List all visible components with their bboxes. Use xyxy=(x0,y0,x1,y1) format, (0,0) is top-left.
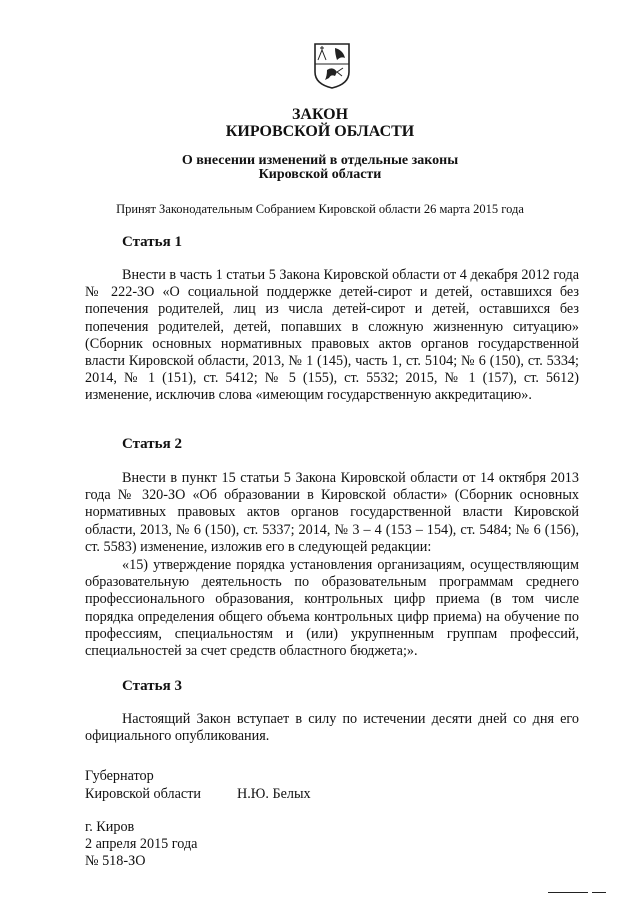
article3-text: Настоящий Закон вступает в силу по истечении десяти дней со дня его официального опубликования. xyxy=(85,711,579,745)
article3-heading: Статья 3 xyxy=(122,678,182,694)
document-subtitle-line2: Кировской области xyxy=(258,167,382,182)
signatory-position-line2: Кировской области xyxy=(85,786,201,802)
document-title-line1: ЗАКОН xyxy=(291,106,349,123)
kirov-coat-of-arms-icon xyxy=(313,42,351,90)
article1-text: Внести в часть 1 статьи 5 Закона Кировской области от 4 декабря 2012 года № 222-ЗО «О социальной поддержке детей-сирот и детей, оставшихся без попечения родителей, лиц из числа детей-сирот и детей, оставшихся без попечения родителей, детей, попавших в сложную жизненную ситуацию» (Сборник основных нормативных правовых актов органов государственной власти Кировской области, 2013, № 1 (145), часть 1, ст. 5104; № 6 (150), ст. 5334; 2014, № 1 (151), ст. 5412; № 5 (155), ст. 5532; 2015, № 1 (157), ст. 5612) изменение, исключив слова «имеющим государственную аккредитацию». xyxy=(85,267,579,404)
law-number: № 518-ЗО xyxy=(85,853,146,869)
signatory-name: Н.Ю. Белых xyxy=(237,786,311,802)
adoption-note: Принят Законодательным Собранием Кировской области 26 марта 2015 года xyxy=(116,202,524,216)
signatory-position-line1: Губернатор xyxy=(85,768,154,784)
place-of-signing: г. Киров xyxy=(85,819,135,835)
signing-date: 2 апреля 2015 года xyxy=(85,836,198,852)
article2-quote: «15) утверждение порядка установления организациям, осуществляющим образовательную деятельность по образовательным программам среднего профессионального образования, контрольных цифр приема (в том числе порядка определения общего объема контрольных цифр приема) на обучение по профессиям, специальностям и (или) укрупненным группам профессий, специальностей за счет средств областного бюджета;». xyxy=(85,557,579,660)
article1-heading: Статья 1 xyxy=(122,234,182,250)
article2-text: Внести в пункт 15 статьи 5 Закона Кировской области от 14 октября 2013 года № 320-ЗО «Об образовании в Кировской области» (Сборник основных нормативных правовых актов органов государственной власти Кировской области, 2013, № 6 (150), ст. 5337; 2014, № 3 – 4 (153 – 154), ст. 5484; № 6 (156), ст. 5583) изменение, изложив его в следующей редакции: xyxy=(85,470,579,555)
scan-mark xyxy=(548,892,588,893)
document-title-line2: КИРОВСКОЙ ОБЛАСТИ xyxy=(225,123,415,140)
document-subtitle-line1: О внесении изменений в отдельные законы xyxy=(181,153,459,168)
article2-heading: Статья 2 xyxy=(122,436,182,452)
scan-mark xyxy=(592,892,606,893)
